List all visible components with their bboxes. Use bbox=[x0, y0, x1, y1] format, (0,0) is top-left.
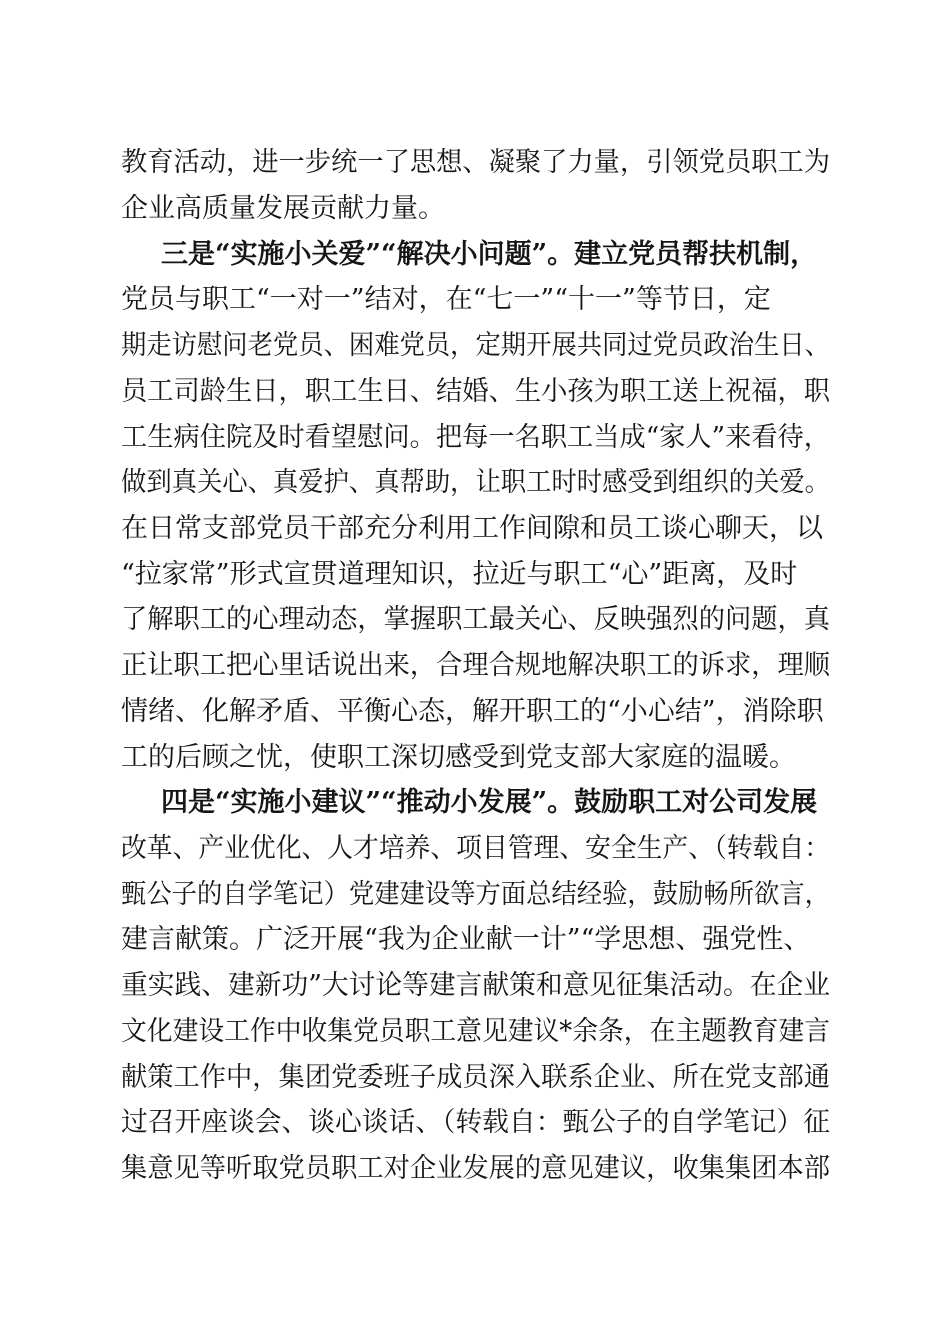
text-line bbox=[0, 280, 950, 320]
text-line bbox=[0, 143, 950, 183]
line-text: 正让职工把心里话说出来，合理合规地解决职工的诉求，理顺 bbox=[121, 650, 831, 681]
paragraph-lead-line bbox=[0, 783, 950, 823]
line-text: 集意见等听取党员职工对企业发展的意见建议，收集集团本部 bbox=[121, 1153, 831, 1184]
line-text: 四是“实施小建议”“推动小发展”。鼓励职工对公司发展 bbox=[161, 787, 818, 818]
line-text: “拉家常”形式宣贯道理知识，拉近与职工“心”距离，及时 bbox=[121, 559, 798, 590]
text-line bbox=[0, 1012, 950, 1052]
line-text: 员工司龄生日，职工生日、结婚、生小孩为职工送上祝福，职 bbox=[121, 376, 831, 407]
text-line bbox=[0, 1058, 950, 1098]
text-line bbox=[0, 920, 950, 960]
line-text: 做到真关心、真爱护、真帮助，让职工时时感受到组织的关爱。 bbox=[121, 467, 830, 498]
line-text: 工的后顾之忧，使职工深切感受到党支部大家庭的温暖。 bbox=[121, 742, 796, 773]
line-text: 工生病住院及时看望慰问。把每一名职工当成“家人”来看待， bbox=[121, 422, 831, 453]
line-text: 过召开座谈会、谈心谈话、（转载自：甄公子的自学笔记）征 bbox=[121, 1107, 830, 1138]
text-line bbox=[0, 372, 950, 412]
line-text: 文化建设工作中收集党员职工意见建议*余条，在主题教育建言 bbox=[121, 1016, 831, 1047]
text-line bbox=[0, 646, 950, 686]
text-line bbox=[0, 875, 950, 915]
line-text: 改革、产业优化、人才培养、项目管理、安全生产、（转载自： bbox=[121, 833, 831, 864]
line-text: 重实践、建新功”大讨论等建言献策和意见征集活动。在企业 bbox=[121, 970, 831, 1001]
line-text: 了解职工的心理动态，掌握职工最关心、反映强烈的问题，真 bbox=[121, 604, 831, 635]
line-text: 献策工作中，集团党委班子成员深入联系企业、所在党支部通 bbox=[121, 1062, 831, 1093]
paragraph-lead-line bbox=[0, 235, 950, 275]
text-line bbox=[0, 1103, 950, 1143]
text-line bbox=[0, 418, 950, 458]
text-line bbox=[0, 738, 950, 778]
line-text: 甄公子的自学笔记）党建建设等方面总结经验，鼓励畅所欲言， bbox=[121, 879, 830, 910]
line-text: 期走访慰问老党员、困难党员，定期开展共同过党员政治生日、 bbox=[121, 330, 830, 361]
line-text: 建言献策。广泛开展“我为企业献一计”“学思想、强党性、 bbox=[121, 924, 811, 955]
line-text: 党员与职工“一对一”结对，在“七一”“十一”等节日，定 bbox=[121, 284, 771, 315]
text-line bbox=[0, 555, 950, 595]
line-text: 三是“实施小关爱”“解决小问题”。建立党员帮扶机制， bbox=[161, 239, 818, 270]
line-text: 情绪、化解矛盾、平衡心态，解开职工的“小心结”，消除职 bbox=[121, 696, 824, 727]
text-line bbox=[0, 1149, 950, 1189]
text-line bbox=[0, 692, 950, 732]
text-line bbox=[0, 326, 950, 366]
text-line bbox=[0, 463, 950, 503]
text-line bbox=[0, 966, 950, 1006]
text-line bbox=[0, 189, 950, 229]
line-text: 企业高质量发展贡献力量。 bbox=[121, 193, 445, 224]
text-line bbox=[0, 509, 950, 549]
line-text: 教育活动，进一步统一了思想、凝聚了力量，引领党员职工为 bbox=[121, 147, 831, 178]
line-text: 在日常支部党员干部充分利用工作间隙和员工谈心聊天，以 bbox=[121, 513, 823, 544]
text-line bbox=[0, 829, 950, 869]
text-line bbox=[0, 600, 950, 640]
